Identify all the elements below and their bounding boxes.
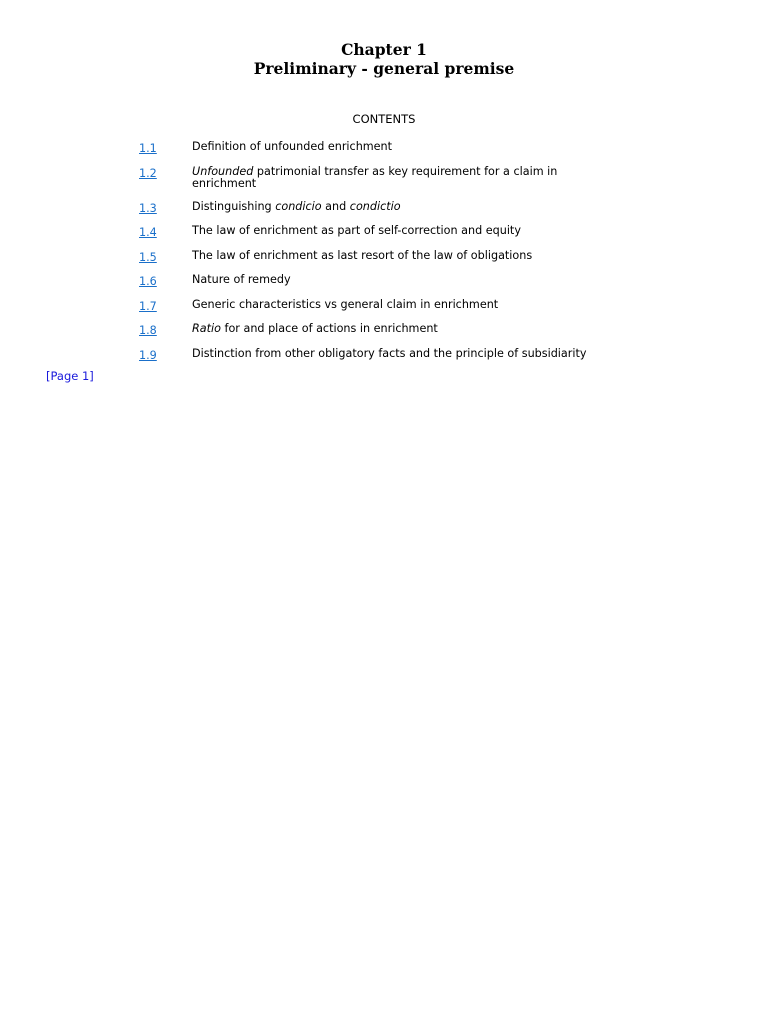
- toc-entry-1-7: [139, 299, 619, 314]
- toc-entry-1-3: [139, 201, 619, 216]
- toc-link-1-3[interactable]: 1.3: [139, 201, 157, 215]
- toc-text-1-4: [192, 225, 619, 240]
- toc-link-1-4[interactable]: 1.4: [139, 226, 157, 239]
- toc-text-part: Distinction from other obligatory facts and the principle of subsidiarity: [192, 346, 587, 360]
- toc-text-1-1: [192, 141, 619, 156]
- toc-text-part: Definition of unfounded enrichment: [192, 140, 393, 153]
- toc-text-part: and: [321, 199, 350, 213]
- toc-text-part: Generic characteristics vs general claim in enrichment: [192, 297, 499, 311]
- toc-text-part: for and place of actions in enrichment: [220, 322, 438, 335]
- toc-text-part: Nature of remedy: [192, 273, 291, 286]
- toc-link-1-9[interactable]: 1.9: [139, 348, 157, 362]
- toc-text-1-6: [192, 274, 619, 289]
- toc-entry-1-6: [139, 274, 619, 289]
- page-marker: [Page 1]: [46, 369, 94, 383]
- toc-text-1-3: [192, 201, 619, 216]
- toc-text-1-8: [192, 323, 619, 338]
- toc-text-italic: Ratio: [192, 322, 221, 335]
- toc-entry-1-1: [139, 141, 619, 156]
- toc-link-1-8[interactable]: 1.8: [139, 324, 157, 337]
- toc-text-part: patrimonial transfer as key requirement for a claim in enrichment: [192, 164, 558, 190]
- toc-text-part: Distinguishing: [192, 199, 276, 213]
- toc-link-1-6[interactable]: 1.6: [139, 275, 157, 288]
- contents-heading: CONTENTS: [352, 112, 416, 126]
- chapter-number: Chapter 1: [341, 40, 427, 59]
- toc-link-1-5[interactable]: 1.5: [139, 250, 157, 264]
- toc-link-1-1[interactable]: 1.1: [139, 142, 157, 155]
- chapter-title: Preliminary - general premise: [253, 59, 515, 78]
- toc-entry-1-4: [139, 225, 619, 240]
- chapter-heading: [0, 40, 768, 78]
- toc-text-italic: condictio: [349, 199, 401, 213]
- table-of-contents: [139, 141, 619, 372]
- toc-text-1-9: [192, 348, 619, 363]
- toc-entry-1-8: [139, 323, 619, 338]
- toc-text-1-7: [192, 299, 619, 314]
- toc-text-italic: condicio: [275, 199, 322, 213]
- toc-link-1-7[interactable]: 1.7: [139, 299, 157, 313]
- toc-link-1-2[interactable]: 1.2: [139, 166, 157, 180]
- toc-entry-1-9: [139, 348, 619, 363]
- toc-text-part: The law of enrichment as part of self-correction and equity: [192, 224, 521, 237]
- toc-entry-1-2: [139, 166, 619, 191]
- toc-entry-1-5: [139, 250, 619, 265]
- toc-text-italic: Unfounded: [192, 164, 254, 178]
- toc-text-part: The law of enrichment as last resort of the law of obligations: [192, 248, 533, 262]
- toc-text-1-2: [192, 166, 619, 191]
- toc-text-1-5: [192, 250, 619, 265]
